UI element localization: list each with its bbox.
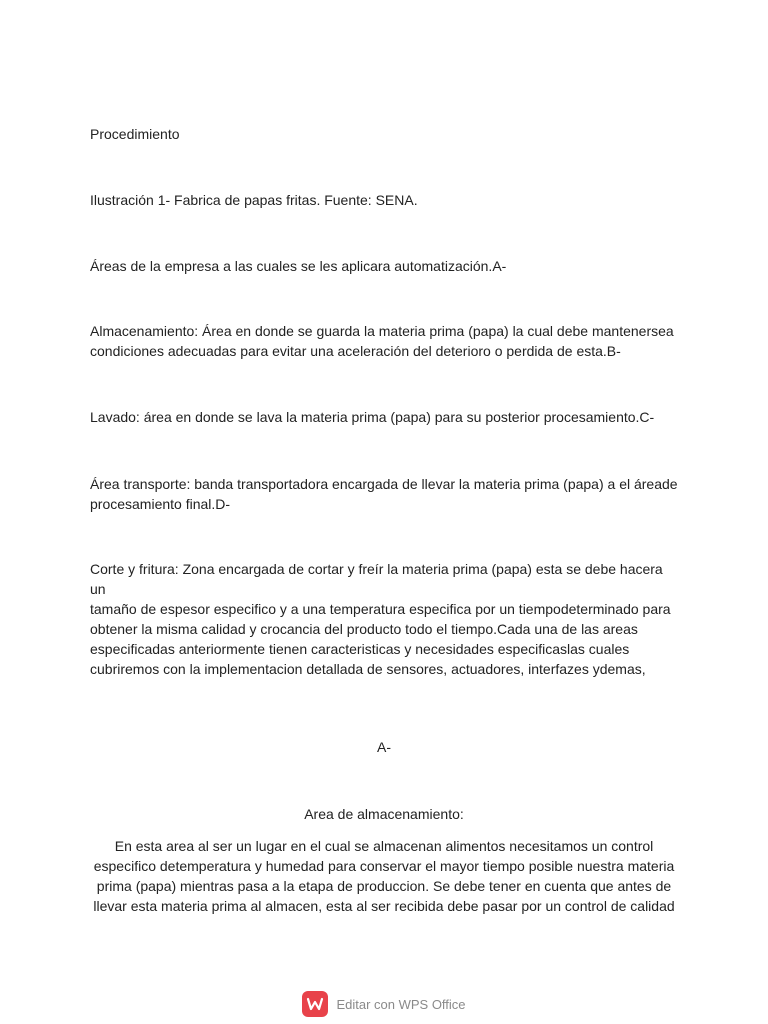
document-heading: Procedimiento	[90, 126, 180, 142]
almacenamiento-paragraph: Almacenamiento: Área en donde se guarda la materia prima (papa) la cual debe mantenersea condiciones adecuadas para evitar una aceleración del deterioro o perdida de esta.B-	[90, 323, 674, 359]
edit-with-wps-button[interactable]	[0, 990, 768, 1018]
section-marker: A-	[377, 739, 391, 755]
lavado-paragraph: Lavado: área en donde se lava la materia prima (papa) para su posterior procesamiento.C-	[90, 409, 655, 425]
section-title: Area de almacenamiento:	[304, 806, 464, 822]
corte-fritura-paragraph: Corte y fritura: Zona encargada de cortar y freír la materia prima (papa) esta se debe hacera un tamaño de espesor especifico y a una temperatura especifica por un tiempodeterminado para obtener la misma calidad y crocancia del producto todo el tiempo.Cada una de las areas especificadas anteriormente tienen caracteristicas y necesidades especificaslas cuales cubriremos con la implementacion detallada de sensores, actuadores, interfazes ydemas,	[90, 561, 671, 677]
edit-with-wps-label: Editar con WPS Office	[336, 996, 466, 1012]
transporte-paragraph: Área transporte: banda transportadora encargada de llevar la materia prima (papa) a el áreade procesamiento final.D-	[90, 476, 678, 512]
illustration-caption: Ilustración 1- Fabrica de papas fritas. Fuente: SENA.	[90, 192, 418, 208]
areas-intro-paragraph: Áreas de la empresa a las cuales se les aplicara automatización.A-	[90, 258, 507, 274]
section-body-paragraph: En esta area al ser un lugar en el cual se almacenan alimentos necesitamos un control especifico detemperatura y humedad para conservar el mayor tiempo posible nuestra materia prima (papa) mientras pasa a la etapa de produccion. Se debe tener en cuenta que antes de llevar esta materia prima al almacen, esta al ser recibida debe pasar por un control de calidad	[93, 838, 675, 914]
wps-office-icon	[302, 991, 328, 1017]
